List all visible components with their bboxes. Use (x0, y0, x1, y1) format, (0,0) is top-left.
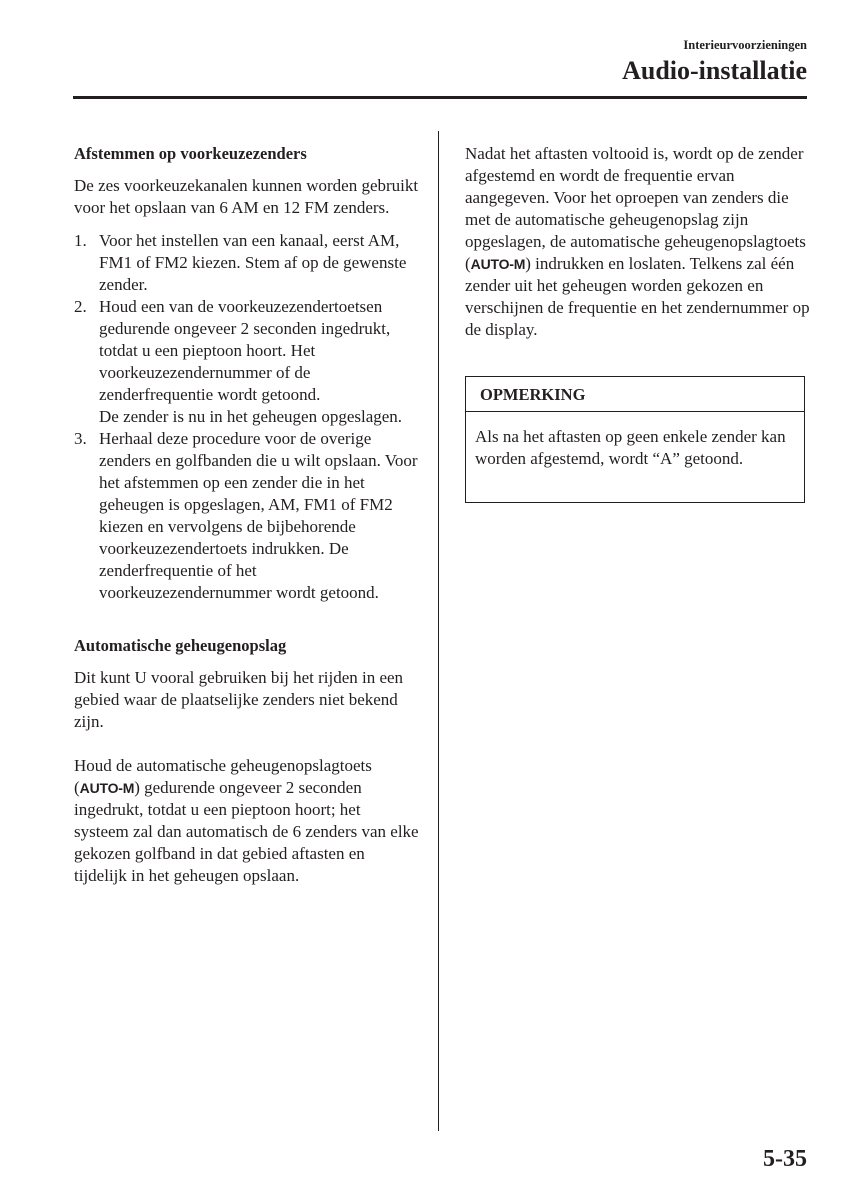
auto-memory-paragraph-1: Dit kunt U vooral gebruiken bij het rijden in een gebied waar de plaatselijke zenders niet bekend zijn. (74, 668, 404, 731)
note-title: OPMERKING (466, 377, 804, 412)
header-rule (73, 96, 807, 99)
intro-paragraph: De zes voorkeuzekanalen kunnen worden gebruikt voor het opslaan van 6 AM en 12 FM zenders. (74, 176, 419, 217)
list-item (74, 230, 419, 296)
step-extra-text: De zender is nu in het geheugen opgeslagen. (99, 407, 403, 426)
list-item (74, 296, 419, 428)
steps-list (74, 230, 419, 604)
note-box (465, 376, 805, 503)
column-divider (438, 131, 439, 1131)
step-text: Houd een van de voorkeuzezendertoetsen gedurende ongeveer 2 seconden ingedrukt, totdat u een pieptoon hoort. Het voorkeuzezendernummer of de zenderfrequentie wordt getoond. (99, 297, 391, 404)
heading-preset-tuning: Afstemmen op voorkeuzezenders (74, 144, 307, 163)
list-item (74, 428, 419, 604)
auto-m-key-label: AUTO-M (79, 780, 135, 796)
scan-result-paragraph (465, 143, 810, 341)
section-title: Interieurvoorzieningen (683, 38, 807, 52)
step-number: 3. (74, 429, 87, 448)
paragraph-text: ) indrukken en loslaten. Telkens zal één zender uit het geheugen worden gekozen en verschijnen de frequentie en het zendernummer op de display. (465, 254, 810, 339)
note-text: Als na het aftasten op geen enkele zender kan worden afgestemd, wordt “A” getoond. (475, 427, 786, 468)
page-title: Audio-installatie (622, 56, 807, 85)
step-number: 2. (74, 297, 87, 316)
paragraph-text: Nadat het aftasten voltooid is, wordt op de zender afgestemd en wordt de frequentie ervan aangegeven. Voor het oproepen van zenders die met de automatische geheugenopslag zijn opgeslagen, de automatische geheugenopslagtoets ( (465, 144, 806, 273)
auto-m-key-label: AUTO-M (470, 256, 526, 272)
right-column (465, 143, 810, 341)
heading-auto-memory: Automatische geheugenopslag (74, 636, 287, 655)
paragraph-text: Houd de automatische geheugenopslagtoets ( (74, 756, 372, 797)
auto-memory-paragraph-2 (74, 755, 419, 887)
left-column (74, 143, 419, 887)
page-number: 5-35 (763, 1146, 807, 1172)
step-text: Herhaal deze procedure voor de overige zenders en golfbanden die u wilt opslaan. Voor het afstemmen op een zender die in het geheugen is opgeslagen, AM, FM1 of FM2 kiezen en vervolgens de bijbehorende voorkeuzezendertoets indrukken. De zenderfrequentie of het voorkeuzezendernummer wordt getoond. (99, 429, 418, 602)
paragraph-text: ) gedurende ongeveer 2 seconden ingedrukt, totdat u een pieptoon hoort; het systeem zal dan automatisch de 6 zenders van elke gekozen golfband in dat gebied aftasten en tijdelijk in het geheugen opslaan. (74, 778, 419, 885)
step-text: Voor het instellen van een kanaal, eerst AM, FM1 of FM2 kiezen. Stem af op de gewenste zender. (99, 231, 407, 294)
step-number: 1. (74, 231, 87, 250)
